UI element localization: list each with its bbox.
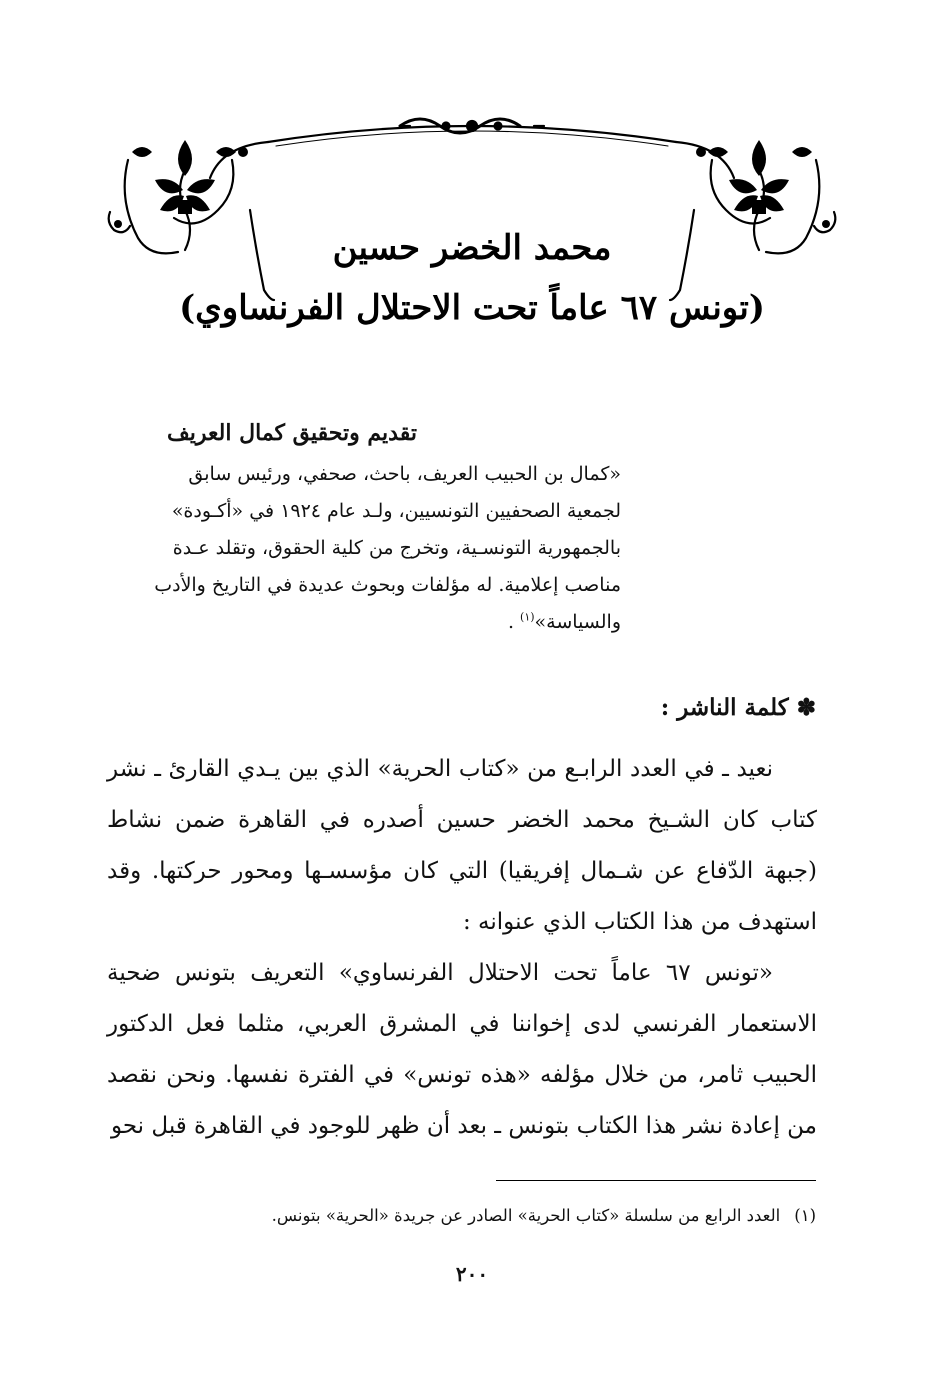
footnote-divider [496,1180,816,1181]
footnote [116,1204,816,1228]
footnote-reference[interactable]: (١) [520,610,535,624]
intro-line: لجمعية الصحفيين التونسيين، ولـد عام ١٩٢٤ في «أكـودة» [171,500,621,522]
page-title: محمد الخضر حسين [332,228,612,268]
ornamental-header-icon [0,100,944,310]
publisher-note-body [107,744,817,1152]
publisher-note-heading: ✽ كلمة الناشر : [660,694,816,721]
body-paragraph: نعيد ـ في العدد الرابـع من «كتاب الحرية» الذي بين يـدي القارئ ـ نشر كتاب كان الشـيخ محمد الخضر حسين أصدره في القاهرة ضمن نشاط (جبهة الدّفاع عن شـمال إفريقيا) التي كان مؤسسـها ومحور حركتها. وقد استهدف من هذا الكتاب الذي عنوانه : [107,756,817,935]
body-paragraph: «تونس ٦٧ عاماً تحت الاحتلال الفرنساوي» التعريف بتونس ضحية الاستعمار الفرنسي لدى إخواننا في المشرق العربي، مثلما فعل الدكتور الحبيب ثامر، من خلال مؤلفه «هذه تونس» في الفترة نفسها. ونحن نقصد من إعادة نشر هذا الكتاب بتونس ـ بعد أن ظهر للوجود في القاهرة قبل نحو [107,960,817,1139]
intro-line: والسياسة» [534,611,621,633]
intro-end-punct: . [507,611,514,633]
intro-line: بالجمهورية التونسـية، وتخرج من كلية الحقوق، وتقلد عـدة [172,537,621,559]
intro-line: مناصب إعلامية. له مؤلفات وبحوث عديدة في التاريخ والأدب [154,574,621,596]
page-number: ٢٠٠ [455,1262,489,1286]
intro-paragraph [107,456,621,641]
intro-line: «كمال بن الحبيب العريف، باحث، صحفي، ورئيس سابق [188,463,621,485]
footnote-number: (١) [794,1206,816,1225]
page-subtitle: (تونس ٦٧ عاماً تحت الاحتلال الفرنساوي) [179,288,765,328]
footnote-text: العدد الرابع من سلسلة «كتاب الحرية» الصادر عن جريدة «الحرية» بتونس. [271,1206,781,1225]
intro-heading: تقديم وتحقيق كمال العريف [167,420,417,446]
intro-line-last [107,604,621,641]
